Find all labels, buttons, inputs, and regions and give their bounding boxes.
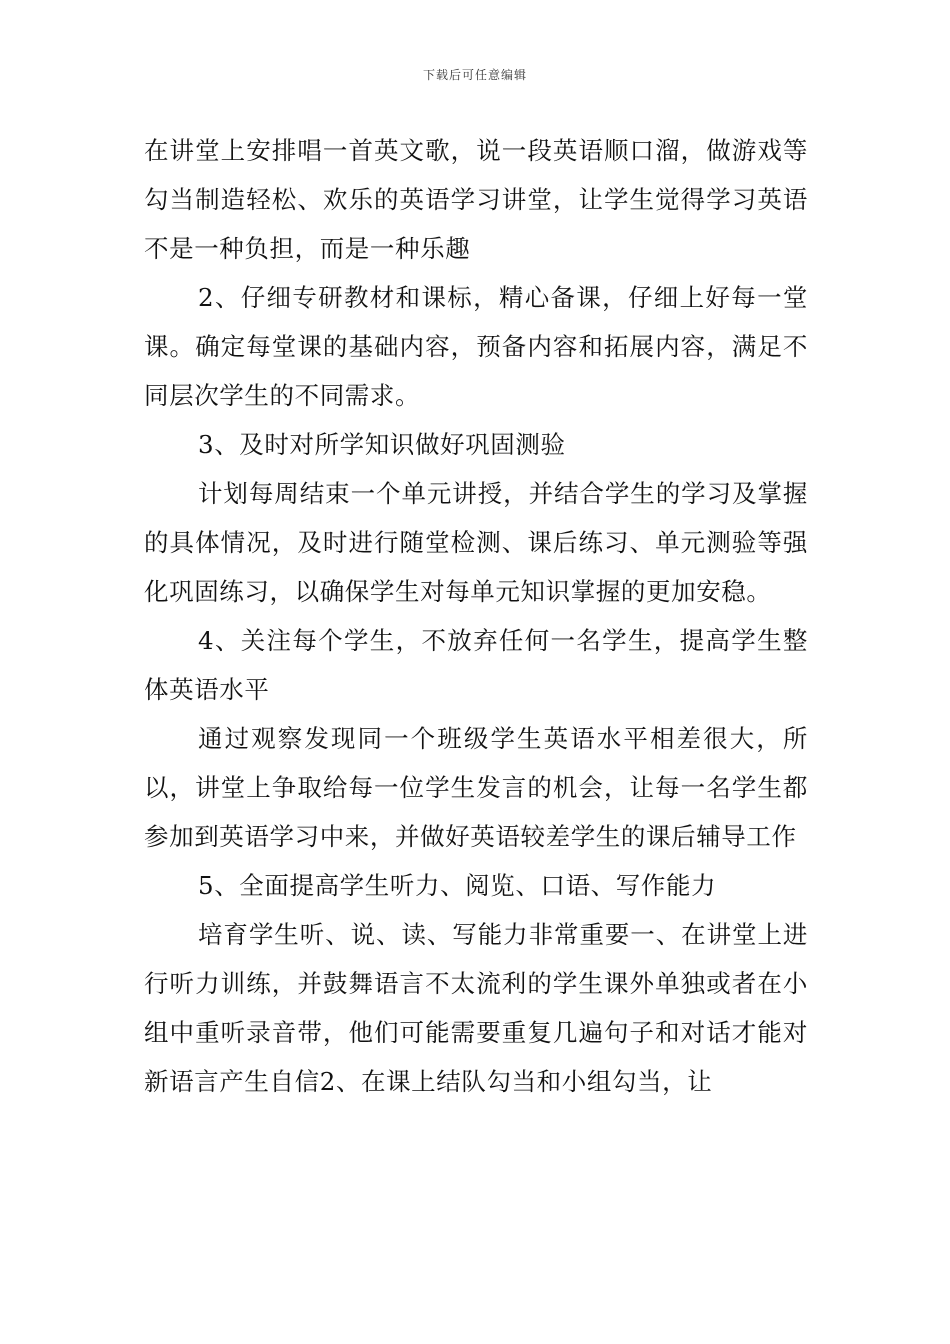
section-heading: 3、及时对所学知识做好巩固测验	[198, 430, 566, 459]
document-body	[144, 126, 808, 1106]
paragraph: 通过观察发现同一个班级学生英语水平相差很大，所以，讲堂上争取给每一位学生发言的机会，让每一名学生都参加到英语学习中来，并做好英语较差学生的课后辅导工作	[144, 724, 808, 851]
page-header: 下载后可任意编辑	[422, 68, 527, 82]
paragraph: 在讲堂上安排唱一首英文歌，说一段英语顺口溜，做游戏等勾当制造轻松、欢乐的英语学习讲堂，让学生觉得学习英语不是一种负担，而是一种乐趣	[144, 136, 808, 263]
section-heading: 5、全面提高学生听力、阅览、口语、写作能力	[198, 871, 717, 900]
paragraph: 培育学生听、说、读、写能力非常重要一、在讲堂上进行听力训练，并鼓舞语言不太流利的学生课外单独或者在小组中重听录音带，他们可能需要重复几遍句子和对话才能对新语言产生自信2、在课上结队勾当和小组勾当，让	[144, 920, 808, 1096]
paragraph: 2、仔细专研教材和课标，精心备课，仔细上好每一堂课。确定每堂课的基础内容，预备内容和拓展内容，满足不同层次学生的不同需求。	[144, 283, 808, 410]
paragraph: 计划每周结束一个单元讲授，并结合学生的学习及掌握的具体情况，及时进行随堂检测、课后练习、单元测验等强化巩固练习，以确保学生对每单元知识掌握的更加安稳。	[144, 479, 808, 606]
section-heading: 4、关注每个学生，不放弃任何一名学生，提高学生整体英语水平	[144, 626, 808, 704]
